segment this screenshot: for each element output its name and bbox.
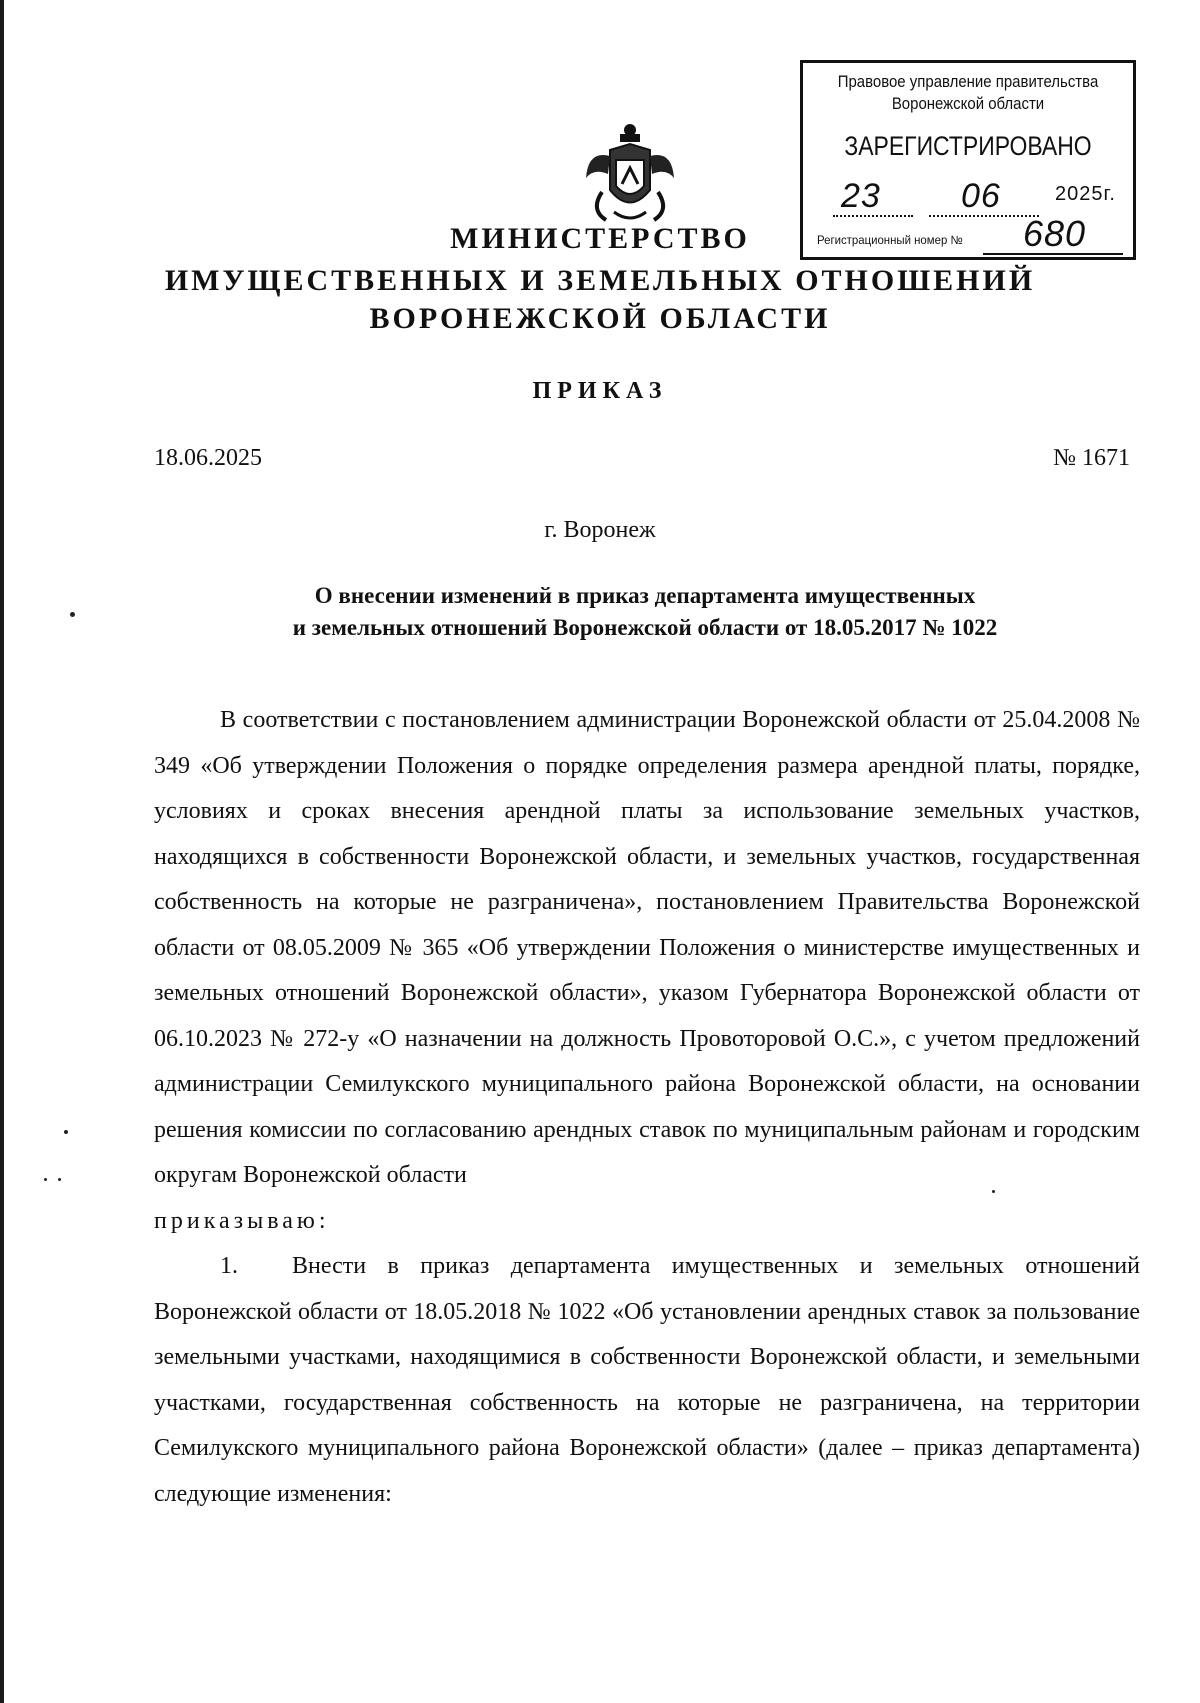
decree-word: приказываю: — [154, 1207, 330, 1234]
scan-speck — [64, 1130, 68, 1134]
document-type: ПРИКАЗ — [532, 378, 668, 404]
stamp-number: 680 — [1023, 213, 1087, 254]
stamp-org-line2: Воронежской области — [891, 94, 1045, 113]
stamp-month: 06 — [961, 177, 1001, 215]
order-body — [154, 698, 1140, 1517]
scan-speck — [44, 1178, 47, 1181]
item-1 — [154, 1244, 1140, 1517]
ministry-name-line3: ВОРОНЕЖСКОЙ ОБЛАСТИ — [369, 302, 831, 335]
subject-line1: О внесении изменений в приказ департамента имущественных — [314, 583, 976, 608]
scan-speck — [58, 1178, 61, 1181]
stamp-organization — [823, 71, 1113, 115]
stamp-number-label: Регистрационный номер № — [817, 233, 963, 247]
ministry-name-line1: МИНИСТЕРСТВО — [450, 222, 750, 255]
order-subject — [150, 580, 1140, 644]
stamp-day: 23 — [841, 177, 881, 215]
stamp-registered-label: ЗАРЕГИСТРИРОВАНО — [844, 131, 1092, 161]
order-number: № 1671 — [1053, 445, 1130, 471]
order-city: г. Воронеж — [544, 517, 656, 543]
preamble-paragraph: В соответствии с постановлением администрации Воронежской области от 25.04.2008 № 349 «Об утверждении Положения о порядке определения размера арендной платы, порядке, условиях и сроках внесения арендной платы за использование земельных участков, находящихся в собственности Воронежской области, и земельных участков, государственная собственность на которые не разграничена», постановлением Правительства Воронежской области от 08.05.2009 № 365 «Об утверждении Положения о министерстве имущественных и земельных отношений Воронежской области», указом Губернатора Воронежской области от 06.10.2023 № 272-у «О назначении на должность Провоторовой О.С.», с учетом предложений администрации Семилукского муниципального района Воронежской области, на основании решения комиссии по согласованию арендных ставок по муниципальным районам и городским округам Воронежской области — [154, 707, 1140, 1188]
stamp-org-line1: Правовое управление правительства — [837, 72, 1099, 91]
subject-line2: и земельных отношений Воронежской области от 18.05.2017 № 1022 — [292, 615, 998, 640]
order-date: 18.06.2025 — [154, 445, 262, 471]
item-1-text: Внести в приказ департамента имущественных и земельных отношений Воронежской области от 18.05.2018 № 1022 «Об установлении арендных ставок за пользование земельными участками, находящимися в собственности Воронежской области, и земельными участками, государственная собственность на которые не разграничена, на территории Семилукского муниципального района Воронежской области» (далее – приказ департамента) следующие изменения: — [154, 1253, 1140, 1507]
coat-of-arms-icon — [580, 120, 680, 230]
stamp-date — [833, 177, 1123, 217]
scan-speck — [70, 612, 75, 617]
item-1-number: 1. — [220, 1253, 238, 1279]
stamp-year: 2025г. — [1055, 183, 1116, 205]
ministry-name-line2: ИМУЩЕСТВЕННЫХ И ЗЕМЕЛЬНЫХ ОТНОШЕНИЙ — [164, 264, 1036, 297]
